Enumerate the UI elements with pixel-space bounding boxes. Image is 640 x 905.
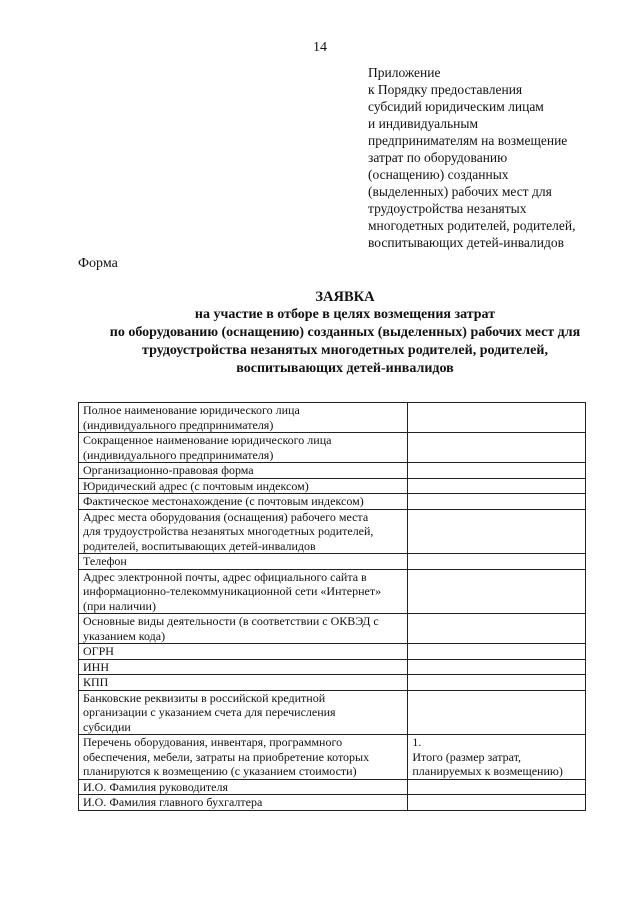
field-value-cell[interactable] bbox=[408, 675, 586, 691]
field-value-cell[interactable] bbox=[408, 779, 586, 795]
field-label-cell bbox=[79, 554, 408, 570]
application-table-body bbox=[79, 403, 586, 811]
field-label-line: И.О. Фамилия руководителя bbox=[83, 779, 228, 794]
field-label-cell bbox=[79, 433, 408, 463]
field-value-line: Итого (размер затрат, bbox=[412, 749, 522, 764]
field-label-line: Адрес электронной почты, адрес официального сайта в bbox=[83, 569, 367, 584]
field-value-cell[interactable] bbox=[408, 478, 586, 494]
field-value-cell[interactable] bbox=[408, 644, 586, 660]
appendix-line: и индивидуальным bbox=[368, 116, 479, 131]
table-row bbox=[79, 614, 586, 644]
field-label-line: И.О. Фамилия главного бухгалтера bbox=[83, 795, 263, 809]
table-row bbox=[79, 433, 586, 463]
field-label-line: Банковские реквизиты в российской кредитной bbox=[83, 690, 326, 705]
appendix-line: (выделенных) рабочих мест для bbox=[368, 184, 552, 199]
field-value-cell[interactable] bbox=[408, 614, 586, 644]
field-label-cell bbox=[79, 779, 408, 795]
document-title: ЗАЯВКА bbox=[315, 289, 375, 305]
appendix-line: трудоустройства незанятых bbox=[368, 201, 527, 216]
appendix-line: многодетных родителей, родителей, bbox=[368, 218, 576, 233]
field-label-line: планируются к возмещению (с указанием стоимости) bbox=[83, 764, 357, 778]
field-label-line: Полное наименование юридического лица bbox=[83, 403, 300, 417]
field-label-cell bbox=[79, 690, 408, 735]
heading-line: воспитывающих детей-инвалидов bbox=[236, 361, 454, 376]
application-table bbox=[78, 402, 586, 811]
page-number: 14 bbox=[313, 40, 327, 55]
field-label-line: организации с указанием счета для перечисления bbox=[83, 705, 336, 719]
heading-line: на участие в отборе в целях возмещения затрат bbox=[194, 307, 496, 322]
table-row bbox=[79, 403, 586, 433]
field-label-line: Сокращенное наименование юридического лица bbox=[83, 433, 332, 447]
field-label-line: (индивидуального предпринимателя) bbox=[83, 447, 274, 462]
table-row bbox=[79, 554, 586, 570]
appendix-line: (оснащению) созданных bbox=[368, 167, 509, 182]
field-value-cell[interactable] bbox=[408, 690, 586, 735]
field-label-line: информационно-телекоммуникационной сети «Интернет» bbox=[83, 584, 382, 598]
field-label-line: Основные виды деятельности (в соответствии с ОКВЭД с bbox=[83, 614, 379, 628]
field-label-cell bbox=[79, 403, 408, 433]
field-label-line: ОГРН bbox=[83, 644, 114, 658]
field-label-line: Адрес места оборудования (оснащения) рабочего места bbox=[83, 509, 369, 524]
appendix-line: воспитывающих детей-инвалидов bbox=[368, 235, 564, 250]
field-label-cell bbox=[79, 644, 408, 660]
table-row bbox=[79, 509, 586, 554]
table-row bbox=[79, 735, 586, 780]
field-label-cell bbox=[79, 659, 408, 675]
field-label-cell bbox=[79, 795, 408, 811]
field-label-cell bbox=[79, 569, 408, 614]
heading-line: по оборудованию (оснащению) созданных (выделенных) рабочих мест для bbox=[109, 325, 581, 340]
field-label-cell bbox=[79, 494, 408, 510]
field-value-cell[interactable] bbox=[408, 554, 586, 570]
field-label-cell bbox=[79, 463, 408, 479]
field-value-cell[interactable] bbox=[408, 659, 586, 675]
table-row bbox=[79, 478, 586, 494]
field-label-cell bbox=[79, 675, 408, 691]
table-row bbox=[79, 644, 586, 660]
appendix-line: предпринимателям на возмещение bbox=[368, 133, 568, 148]
field-value-cell[interactable] bbox=[408, 463, 586, 479]
table-row bbox=[79, 795, 586, 811]
table-row bbox=[79, 779, 586, 795]
appendix-line: субсидий юридическим лицам bbox=[368, 99, 544, 114]
table-row bbox=[79, 494, 586, 510]
heading-line: трудоустройства незанятых многодетных родителей, родителей, bbox=[142, 343, 548, 358]
table-row bbox=[79, 675, 586, 691]
field-label-line: Телефон bbox=[83, 554, 127, 568]
field-label-line: (при наличии) bbox=[83, 598, 156, 613]
field-label-line: для трудоустройства незанятых многодетных родителей, bbox=[83, 524, 374, 538]
appendix-line: Приложение bbox=[368, 65, 441, 80]
table-row bbox=[79, 569, 586, 614]
field-label-line: Перечень оборудования, инвентаря, программного bbox=[83, 735, 343, 749]
field-label-line: указанием кода) bbox=[83, 628, 166, 643]
field-label-line: обеспечения, мебели, затраты на приобретение которых bbox=[83, 749, 370, 764]
field-label-cell bbox=[79, 478, 408, 494]
appendix-note bbox=[368, 64, 618, 251]
appendix-line: к Порядку предоставления bbox=[368, 82, 523, 97]
field-value-cell[interactable] bbox=[408, 494, 586, 510]
field-value-cell[interactable] bbox=[408, 509, 586, 554]
table-row bbox=[79, 690, 586, 735]
field-label-line: субсидии bbox=[83, 719, 131, 734]
field-value-line: 1. bbox=[412, 735, 422, 749]
field-value-line: планируемых к возмещению) bbox=[412, 764, 563, 778]
field-label-cell bbox=[79, 614, 408, 644]
field-label-cell bbox=[79, 735, 408, 780]
document-heading bbox=[60, 288, 630, 378]
field-label-line: Фактическое местонахождение (с почтовым индексом) bbox=[83, 494, 364, 508]
field-value-cell[interactable] bbox=[408, 433, 586, 463]
table-row bbox=[79, 463, 586, 479]
table-row bbox=[79, 659, 586, 675]
form-label: Форма bbox=[78, 256, 118, 271]
field-label-cell bbox=[79, 509, 408, 554]
field-label-line: Юридический адрес (с почтовым индексом) bbox=[83, 478, 309, 493]
appendix-line: затрат по оборудованию bbox=[368, 150, 508, 165]
field-value-cell[interactable] bbox=[408, 795, 586, 811]
field-value-cell[interactable] bbox=[408, 403, 586, 433]
field-value-cell[interactable] bbox=[408, 735, 586, 780]
field-label-line: ИНН bbox=[83, 659, 109, 674]
field-label-line: родителей, воспитывающих детей-инвалидов bbox=[83, 538, 316, 553]
field-label-line: КПП bbox=[83, 675, 109, 689]
field-value-cell[interactable] bbox=[408, 569, 586, 614]
field-label-line: Организационно-правовая форма bbox=[83, 463, 254, 477]
field-label-line: (индивидуального предпринимателя) bbox=[83, 417, 274, 432]
